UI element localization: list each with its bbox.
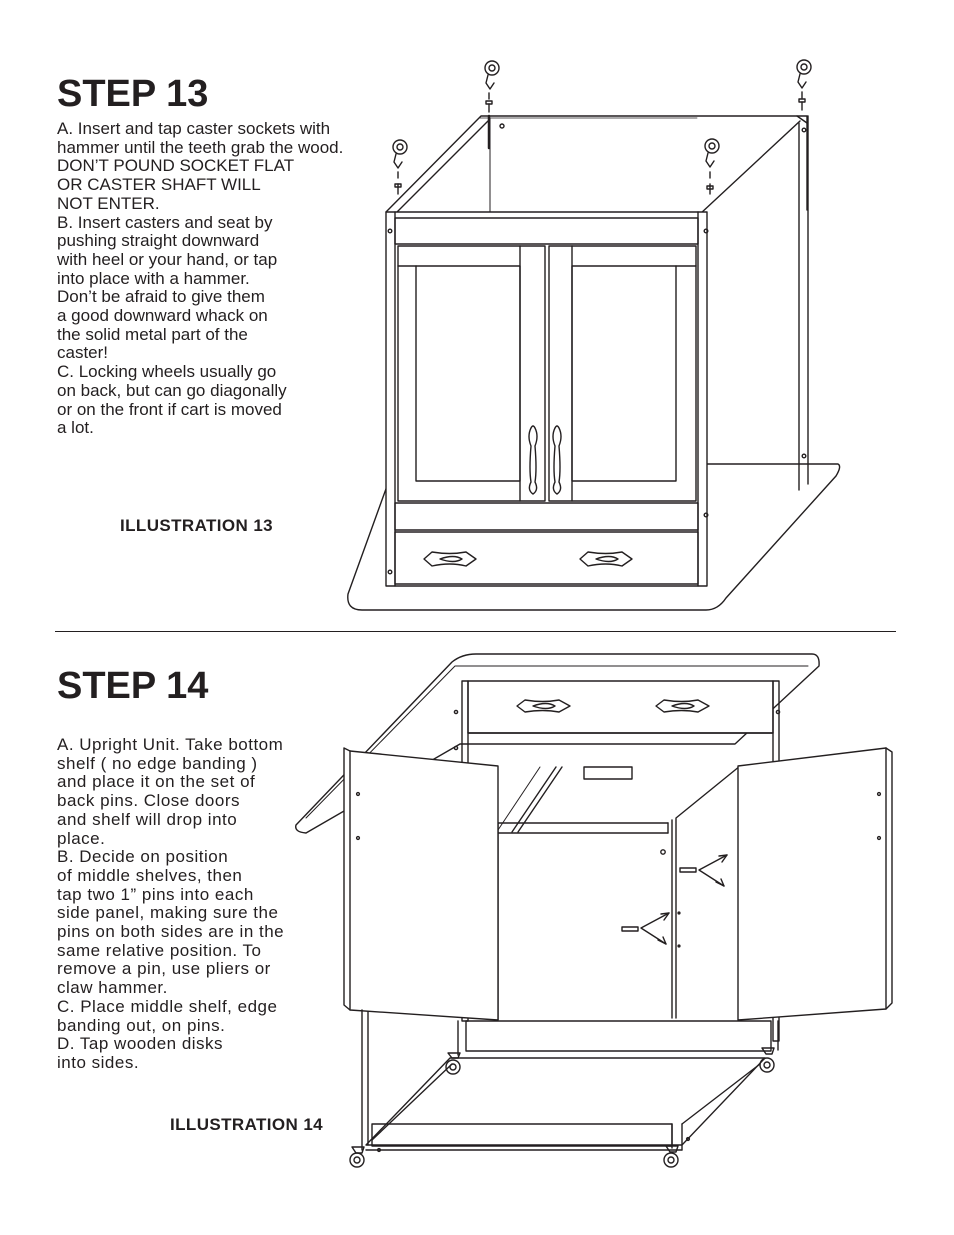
instruction-line: side panel, making sure the (57, 903, 279, 923)
caster-back-right (797, 60, 811, 110)
instruction-line: or on the front if cart is moved (57, 399, 282, 419)
caster-front-left (393, 140, 407, 194)
instruction-line: DON’T POUND SOCKET FLAT (57, 156, 295, 176)
drawer (468, 681, 773, 733)
instruction-line: shelf ( no edge banding ) (57, 753, 258, 773)
instruction-line: pins on both sides are in the (57, 922, 285, 942)
instruction-line: and place it on the set of (57, 772, 256, 792)
instruction-line: tap two 1” pins into each (57, 884, 254, 904)
drawer-handle-right (656, 700, 709, 712)
instruction-line: NOT ENTER. (57, 193, 160, 213)
instruction-line: caster! (57, 343, 109, 363)
drawer-handle-left (424, 552, 476, 566)
instruction-line: hammer until the teeth grab the wood. (57, 137, 344, 157)
instruction-line: A. Insert and tap caster sockets with (57, 119, 331, 138)
left-door (344, 748, 498, 1020)
instruction-line: pushing straight downward (57, 231, 260, 251)
right-door (738, 748, 892, 1020)
instruction-line: same relative position. To (57, 940, 262, 960)
instruction-line: remove a pin, use pliers or (57, 959, 271, 979)
instruction-line: the solid metal part of the (57, 324, 248, 344)
illustration-13 (340, 50, 850, 620)
instruction-line: C. Locking wheels usually go (57, 362, 277, 382)
instruction-line: place. (57, 828, 106, 848)
step13-caption: ILLUSTRATION 13 (120, 516, 274, 535)
instruction-line: B. Decide on position (57, 847, 229, 867)
caster-back-left (485, 61, 499, 148)
instruction-line: B. Insert casters and seat by (57, 212, 273, 232)
instruction-line: C. Place middle shelf, edge (57, 996, 278, 1016)
shelf-pin (680, 868, 696, 872)
instruction-line: OR CASTER SHAFT WILL (57, 175, 261, 195)
door-handle-left (529, 426, 537, 494)
instruction-line: back pins. Close doors (57, 791, 240, 811)
instruction-line: of middle shelves, then (57, 865, 243, 885)
step14-caption: ILLUSTRATION 14 (170, 1115, 324, 1134)
shelf-pin (622, 927, 638, 931)
instruction-line: with heel or your hand, or tap (57, 249, 278, 269)
instruction-line: into place with a hammer. (57, 268, 250, 288)
illustration-14 (290, 648, 900, 1178)
step14-heading: STEP 14 (57, 665, 209, 707)
bottom-shelf (366, 1058, 765, 1145)
step13-instructions (57, 120, 343, 438)
instruction-line: banding out, on pins. (57, 1015, 226, 1035)
instruction-line: and shelf will drop into (57, 809, 238, 829)
instruction-line: D. Tap wooden disks (57, 1034, 224, 1054)
instruction-line: Don’t be afraid to give them (57, 287, 265, 307)
door-handle-right (553, 426, 561, 494)
instruction-line: A. Upright Unit. Take bottom (57, 735, 284, 754)
instruction-line: a lot. (57, 418, 94, 438)
drawer-handle-right (580, 552, 632, 566)
drawer-handle-left (517, 700, 570, 712)
instruction-line: a good downward whack on (57, 306, 268, 326)
instruction-line: on back, but can go diagonally (57, 380, 287, 400)
caster-front-right (664, 1146, 678, 1167)
section-divider (55, 631, 896, 632)
caster-front-right (705, 139, 719, 194)
caster-back-left (446, 1053, 460, 1074)
instruction-line: into sides. (57, 1052, 140, 1072)
step14-instructions (57, 736, 284, 1073)
instruction-line: claw hammer. (57, 978, 168, 998)
step13-heading: STEP 13 (57, 73, 209, 115)
